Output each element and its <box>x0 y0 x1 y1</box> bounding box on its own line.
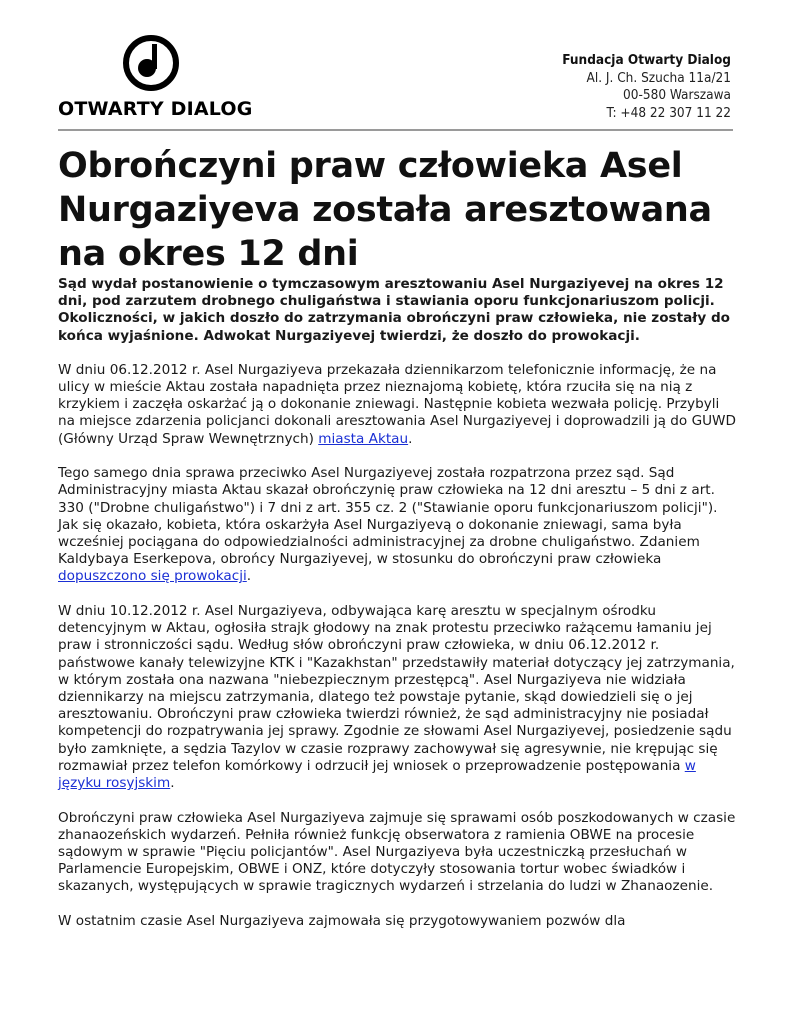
paragraph-4: Obrończyni praw człowieka Asel Nurgaziyeva zajmuje się sprawami osób poszkodowanych w czasie zhanaozeńskich wydarzeń. Pełniła również funkcję obserwatora z ramienia OBWE na procesie sądowym w sprawie "Pięciu policjantów". Asel Nurgaziyeva była uczestniczką przesłuchań w Parlamencie Europejskim, OBWE i ONZ, które dotyczyły stosowania tortur wobec świadków i skazanych, występujących w sprawie tragicznych wydarzeń i strzelania do ludzi w Zhanaozenie. <box>58 809 736 895</box>
organization-contact <box>562 52 731 122</box>
logo-text: OTWARTY DIALOG <box>58 98 253 120</box>
paragraph-3-text: W dniu 10.12.2012 r. Asel Nurgaziyeva, odbywająca karę aresztu w specjalnym ośrodku detencyjnym w Aktau, ogłosiła strajk głodowy na znak protestu przeciwko rażącemu łamaniu jej praw i stronniczości sądu. Według słów obrończyni praw człowieka, w dniu 06.12.2012 r. państwowe kanały telewizyjne KTK i "Kazakhstan" przedstawiły materiał dotyczący jej zatrzymania, w którym została ona nazwana "niebezpiecznym przestępcą". Asel Nurgaziyeva nie widziała dziennikarzy na miejscu zatrzymania, dlatego też powstaje pytanie, skąd dowiedzieli się o jej aresztowaniu. Obrończyni praw człowieka twierdzi również, że sąd administracyjny nie posiadał kompetencji do rozpatrywania jej sprawy. Zgodnie ze słowami Asel Nurgaziyevej, posiedzenie sądu było zamknięte, a sędzia Tazylov w czasie rozprawy zachowywał się agresywnie, nie krępując się rozmawiał przez telefon komórkowy i odrzucił jej wniosek o przeprowadzenie postępowania <box>58 603 735 774</box>
paragraph-5: W ostatnim czasie Asel Nurgaziyeva zajmowała się przygotowywaniem pozwów dla <box>58 913 626 930</box>
article-title: Obrończyni praw człowieka Asel Nurgaziyeva została aresztowana na okres 12 dni <box>58 146 712 274</box>
link-miasta-aktau[interactable]: miasta Aktau <box>318 430 409 447</box>
paragraph-3-end: . <box>170 775 175 792</box>
paragraph-3 <box>58 603 738 792</box>
paragraph-1-end: . <box>408 430 413 447</box>
paragraph-2 <box>58 465 738 585</box>
paragraph-2-text: Tego samego dnia sprawa przeciwko Asel Nurgaziyevej została rozpatrzona przez sąd. Sąd Administracyjny miasta Aktau skazał obrończynię praw człowieka na 12 dni aresztu – 5 dni z art. 330 ("Drobne chuligaństwo") i 7 dni z art. 355 cz. 2 ("Stawianie oporu funkcjonariuszom policji"). Jak się okazało, kobieta, która oskarżyła Asel Nurgaziyevą o dokonanie zniewagi, sama była wcześniej pociągana do odpowiedzialności administracyjnej za drobne chuligaństwo. Zdaniem Kaldybaya Eserkepova, obrońcy Nurgaziyevej, w stosunku do obrończyni praw człowieka <box>58 465 718 568</box>
article-body <box>58 276 738 948</box>
paragraph-2-end: . <box>246 568 252 585</box>
address-street: Al. J. Ch. Szucha 11a/21 <box>586 69 731 86</box>
address-city: 00-580 Warszawa <box>623 87 731 103</box>
paragraph-1 <box>58 362 738 448</box>
phone-number: T: +48 22 307 11 22 <box>606 104 731 121</box>
header-divider <box>58 129 733 131</box>
article-lead: Sąd wydał postanowienie o tymczasowym aresztowaniu Asel Nurgaziyevej na okres 12 dni, pod zarzutem drobnego chuligaństwa i stawiania oporu funkcjonariuszom policji. Okoliczności, w jakich doszło do zatrzymania obrończyni praw człowieka, nie zostały do końca wyjaśnione. Adwokat Nurgaziyevej twierdzi, że doszło do prowokacji. <box>58 276 731 344</box>
link-prowokacji[interactable]: dopuszczono się prowokacji <box>58 568 247 585</box>
link-jezyk-rosyjski[interactable]: w języku rosyjskim <box>58 757 696 792</box>
otwarty-dialog-logo <box>58 34 253 124</box>
otwarty-dialog-logo-icon <box>122 34 180 92</box>
organization-name: Fundacja Otwarty Dialog <box>562 52 731 68</box>
paragraph-1-text: W dniu 06.12.2012 r. Asel Nurgaziyeva przekazała dziennikarzom telefonicznie informację, że na ulicy w mieście Aktau została napadnięta przez nieznajomą kobietę, która rzuciła się na nią z krzykiem i zaczęła oskarżać ją o dokonanie zniewagi. Następnie kobieta wezwała policję. Przybyli na miejsce zdarzenia policjanci dokonali aresztowania Asel Nurgaziyevej i doprowadzili ją do GUWD (Główny Urząd Spraw Wewnętrznych) <box>58 361 736 447</box>
